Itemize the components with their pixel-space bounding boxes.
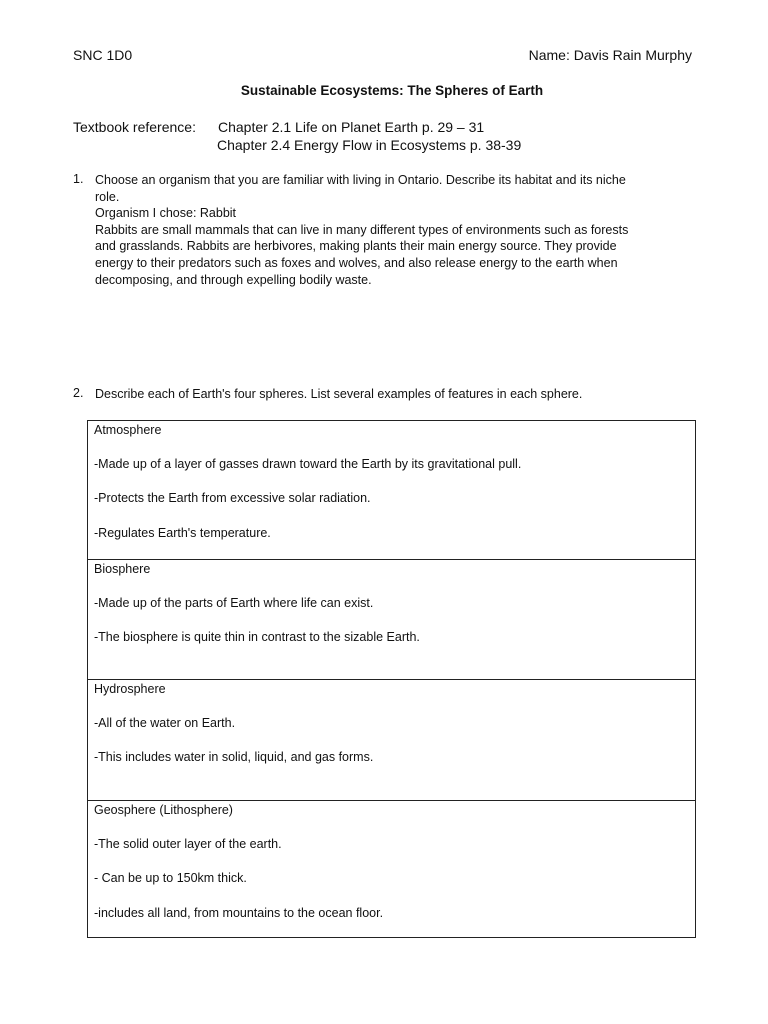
question-1-answer-line: decomposing, and through expelling bodily waste.: [95, 272, 372, 287]
sphere-fact: -includes all land, from mountains to the ocean floor.: [94, 906, 384, 920]
question-1-answer-line: energy to their predators such as foxes and wolves, and also release energy to the earth when: [95, 255, 618, 270]
sphere-fact: -Made up of the parts of Earth where life can exist.: [94, 596, 374, 610]
sphere-cell-atmosphere: [88, 421, 695, 560]
reference-label: Textbook reference:: [73, 119, 196, 135]
reference-chapter-2-4: Chapter 2.4 Energy Flow in Ecosystems p. 38-39: [217, 137, 522, 153]
sphere-fact: -The solid outer layer of the earth.: [94, 837, 282, 851]
course-code: SNC 1D0: [73, 47, 133, 63]
sphere-fact: -Protects the Earth from excessive solar radiation.: [94, 491, 371, 505]
question-2-prompt: Describe each of Earth's four spheres. List several examples of features in each sphere.: [95, 387, 583, 401]
question-1-organism: Organism I chose: Rabbit: [95, 206, 237, 221]
page-title: Sustainable Ecosystems: The Spheres of Earth: [240, 83, 544, 98]
sphere-fact: -The biosphere is quite thin in contrast to the sizable Earth.: [94, 630, 420, 644]
sphere-name: Biosphere: [94, 562, 151, 576]
question-2-number: 2.: [73, 386, 84, 400]
question-1-prompt-line-2: role.: [95, 189, 120, 204]
sphere-name: Hydrosphere: [94, 682, 166, 696]
question-1-answer-line: Rabbits are small mammals that can live in many different types of environments such as forests: [95, 222, 629, 237]
sphere-cell-geosphere: [88, 801, 695, 938]
spheres-table: [87, 420, 696, 938]
sphere-fact: -Regulates Earth's temperature.: [94, 526, 271, 540]
sphere-fact: - Can be up to 150km thick.: [94, 871, 247, 885]
sphere-name: Atmosphere: [94, 423, 162, 437]
sphere-fact: -This includes water in solid, liquid, and gas forms.: [94, 750, 374, 764]
sphere-cell-biosphere: [88, 560, 695, 680]
student-name: Name: Davis Rain Murphy: [528, 47, 692, 63]
sphere-fact: -Made up of a layer of gasses drawn toward the Earth by its gravitational pull.: [94, 457, 522, 471]
question-1-block: [95, 172, 700, 288]
question-1-answer-line: and grasslands. Rabbits are herbivores, making plants their main energy source. They provide: [95, 239, 617, 254]
sphere-cell-hydrosphere: [88, 680, 695, 801]
question-1-number: 1.: [73, 172, 84, 186]
sphere-name: Geosphere (Lithosphere): [94, 803, 233, 817]
reference-chapter-2-1: Chapter 2.1 Life on Planet Earth p. 29 – 31: [218, 119, 485, 135]
sphere-fact: -All of the water on Earth.: [94, 716, 236, 730]
question-1-prompt-line-1: Choose an organism that you are familiar with living in Ontario. Describe its habitat and its niche: [95, 173, 626, 187]
